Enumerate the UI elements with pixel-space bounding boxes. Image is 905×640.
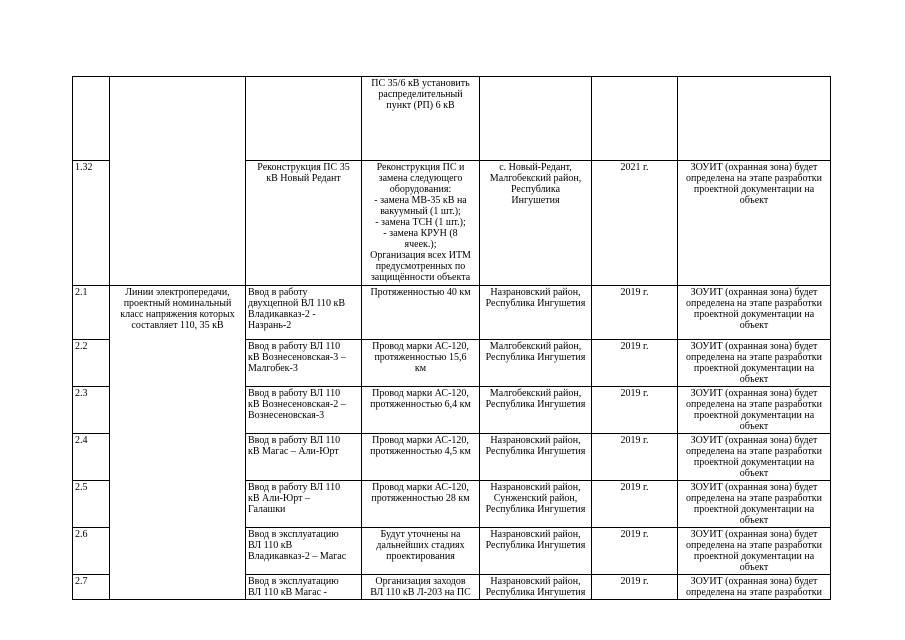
table-row [73, 286, 831, 340]
cell-num: 2.3 [73, 387, 110, 434]
cell-location: Назрановский район, Республика Ингушетия [480, 286, 592, 340]
cell-num: 2.4 [73, 434, 110, 481]
cell-location: Назрановский район, Республика Ингушетия [480, 528, 592, 575]
cell-location: Назрановский район, Республика Ингушетия [480, 575, 592, 600]
cell-desc: Протяженностью 40 км [362, 286, 480, 340]
cell-desc: Реконструкция ПС и замена следующего оборудования: - замена МВ-35 кВ на вакуумный (1 шт.); - замена ТСН (1 шт.); - замена КРУН (8 ячеек.); Организация всех ИТМ предусмотренных по защищённости объекта [362, 161, 480, 286]
cell-year: 2021 г. [592, 161, 678, 286]
table-row [73, 77, 831, 161]
cell-location [480, 77, 592, 161]
cell-desc: Будут уточнены на дальнейших стадиях проектирования [362, 528, 480, 575]
cell-zone: ЗОУИТ (охранная зона) будет определена на этапе разработки проектной документации на объект [678, 434, 831, 481]
cell-name: Ввод в работу двухцепной ВЛ 110 кВ Владикавказ-2 - Назрань-2 [246, 286, 362, 340]
cell-category: Линии электропередачи, проектный номинальный класс напряжения которых составляет 110, 35 кВ [110, 286, 246, 600]
cell-year [592, 77, 678, 161]
infrastructure-table [72, 76, 831, 600]
cell-desc: Организация заходов ВЛ 110 кВ Л-203 на ПС [362, 575, 480, 600]
cell-zone: ЗОУИТ (охранная зона) будет определена на этапе разработки проектной документации на объект [678, 481, 831, 528]
cell-name: Реконструкция ПС 35 кВ Новый Редант [246, 161, 362, 286]
cell-desc: ПС 35/6 кВ установить распределительный пункт (РП) 6 кВ [362, 77, 480, 161]
cell-year: 2019 г. [592, 481, 678, 528]
cell-year: 2019 г. [592, 528, 678, 575]
cell-location: с. Новый-Редант, Малгобекский район, Республика Ингушетия [480, 161, 592, 286]
cell-num [73, 77, 110, 161]
cell-num: 2.6 [73, 528, 110, 575]
cell-zone: ЗОУИТ (охранная зона) будет определена на этапе разработки проектной документации на объект [678, 528, 831, 575]
cell-location: Назрановский район, Республика Ингушетия [480, 434, 592, 481]
cell-year: 2019 г. [592, 387, 678, 434]
cell-num: 1.32 [73, 161, 110, 286]
cell-name: Ввод в работу ВЛ 110 кВ Али-Юрт – Галашки [246, 481, 362, 528]
cell-name [246, 77, 362, 161]
cell-zone: ЗОУИТ (охранная зона) будет определена на этапе разработки проектной документации на объект [678, 340, 831, 387]
cell-num: 2.2 [73, 340, 110, 387]
cell-year: 2019 г. [592, 340, 678, 387]
cell-zone: ЗОУИТ (охранная зона) будет определена на этапе разработки проектной документации на объект [678, 161, 831, 286]
cell-category [110, 77, 246, 286]
cell-year: 2019 г. [592, 575, 678, 600]
cell-location: Малгобекский район, Республика Ингушетия [480, 340, 592, 387]
cell-zone: ЗОУИТ (охранная зона) будет определена на этапе разработки проектной документации на объект [678, 286, 831, 340]
cell-name: Ввод в эксплуатацию ВЛ 110 кВ Владикавказ-2 – Магас [246, 528, 362, 575]
cell-name: Ввод в работу ВЛ 110 кВ Магас – Али-Юрт [246, 434, 362, 481]
cell-zone [678, 77, 831, 161]
cell-desc: Провод марки АС-120, протяженностью 15,6 км [362, 340, 480, 387]
cell-num: 2.7 [73, 575, 110, 600]
cell-name: Ввод в работу ВЛ 110 кВ Вознесеновская-2 – Вознесеновская-3 [246, 387, 362, 434]
cell-name: Ввод в работу ВЛ 110 кВ Вознесеновская-3 – Малгобек-3 [246, 340, 362, 387]
cell-name: Ввод в эксплуатацию ВЛ 110 кВ Магас - [246, 575, 362, 600]
cell-desc: Провод марки АС-120, протяженностью 28 км [362, 481, 480, 528]
cell-num: 2.5 [73, 481, 110, 528]
cell-desc: Провод марки АС-120, протяженностью 6,4 км [362, 387, 480, 434]
cell-desc: Провод марки АС-120, протяженностью 4,5 км [362, 434, 480, 481]
cell-num: 2.1 [73, 286, 110, 340]
cell-zone: ЗОУИТ (охранная зона) будет определена на этапе разработки проектной документации на объект [678, 387, 831, 434]
cell-location: Малгобекский район, Республика Ингушетия [480, 387, 592, 434]
cell-year: 2019 г. [592, 434, 678, 481]
cell-year: 2019 г. [592, 286, 678, 340]
cell-zone: ЗОУИТ (охранная зона) будет определена на этапе разработки [678, 575, 831, 600]
cell-location: Назрановский район, Сунженский район, Республика Ингушетия [480, 481, 592, 528]
